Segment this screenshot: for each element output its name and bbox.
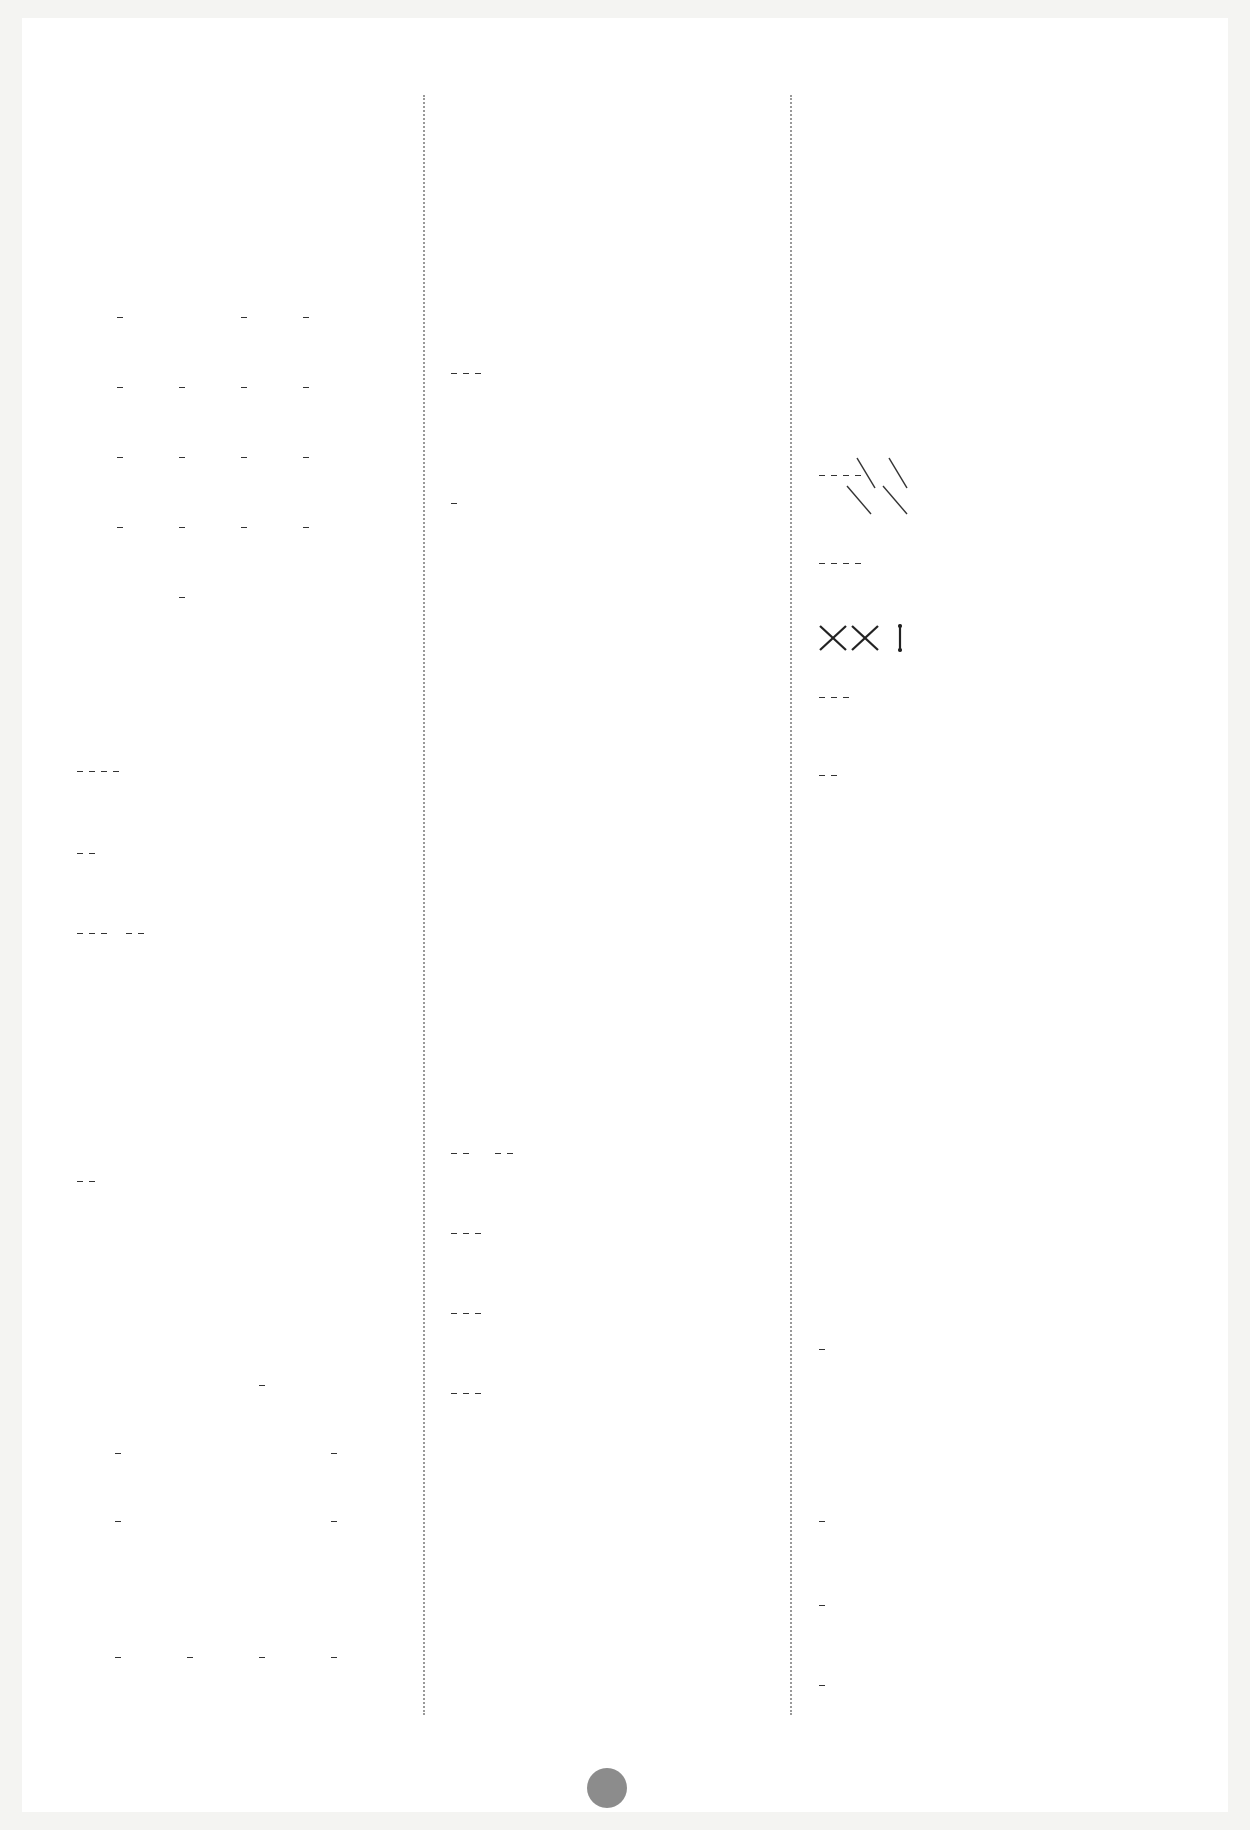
fraction: [843, 561, 849, 566]
fraction: [451, 501, 457, 506]
answer-line: [816, 1338, 841, 1359]
answer-line: [448, 1382, 484, 1403]
fraction: [303, 385, 309, 390]
answer-line: [74, 842, 98, 863]
fraction: [451, 1231, 457, 1236]
fraction: [179, 385, 185, 390]
fraction: [463, 371, 469, 376]
fraction: [117, 525, 123, 530]
fraction: [303, 525, 309, 530]
fraction: [819, 773, 825, 778]
fraction: [89, 931, 95, 936]
answer-cell: [154, 1646, 226, 1667]
answer-cell: [298, 1510, 370, 1531]
answer-line: [448, 1302, 484, 1323]
fraction: [138, 931, 144, 936]
answer-cell: [82, 1646, 154, 1667]
answer-cell: [89, 376, 151, 397]
answer-cell: [275, 306, 337, 327]
fraction: [89, 769, 95, 774]
fraction: [819, 1603, 825, 1608]
fraction: [819, 1519, 825, 1524]
answer-cell: [213, 306, 275, 327]
column-divider-right: [790, 95, 792, 1715]
answer-line: [448, 1142, 516, 1163]
fraction: [303, 315, 309, 320]
fraction: [495, 1151, 501, 1156]
answer-line: [448, 362, 484, 383]
fraction: [117, 455, 123, 460]
fraction: [475, 1231, 481, 1236]
fraction: [475, 1311, 481, 1316]
fraction: [77, 769, 83, 774]
fraction: [179, 455, 185, 460]
fraction: [117, 315, 123, 320]
fraction: [101, 931, 107, 936]
answer-cell: [151, 586, 213, 607]
cancelled-fraction: [840, 464, 852, 485]
fraction: [259, 1383, 265, 1388]
answer-cell: [298, 1646, 370, 1667]
fraction: [117, 385, 123, 390]
answer-cell: [82, 1442, 154, 1463]
answer-cell: [89, 306, 151, 327]
answer-cell: [213, 516, 275, 537]
fraction: [451, 1391, 457, 1396]
fraction: [331, 1451, 337, 1456]
fraction: [187, 1655, 193, 1660]
answer-cell: [298, 1442, 370, 1463]
column-divider-left: [423, 95, 425, 1715]
fraction: [843, 695, 849, 700]
fraction: [463, 1151, 469, 1156]
fraction: [451, 371, 457, 376]
fraction: [77, 931, 83, 936]
answer-cell: [275, 446, 337, 467]
answer-cell: [82, 1510, 154, 1531]
answer-line: [816, 1594, 828, 1615]
fraction: [113, 769, 119, 774]
answer-line: [816, 686, 852, 707]
fraction: [819, 1683, 825, 1688]
fraction: [831, 561, 837, 566]
fraction: [115, 1655, 121, 1660]
answer-line: [816, 764, 860, 785]
answer-cell: [275, 516, 337, 537]
page-number: [587, 1768, 627, 1808]
answer-cell: [226, 1374, 298, 1395]
fraction: [507, 1151, 513, 1156]
fraction: [331, 1655, 337, 1660]
answer-cell: [226, 1646, 298, 1667]
answer-cell: [151, 376, 213, 397]
fraction: [77, 851, 83, 856]
answer-cell: [213, 446, 275, 467]
cancel-strokes: [843, 454, 915, 518]
fraction: [179, 595, 185, 600]
fraction: [475, 1391, 481, 1396]
fraction: [819, 695, 825, 700]
fraction: [831, 473, 837, 478]
fraction: [831, 695, 837, 700]
answer-line: [816, 1510, 841, 1531]
fraction: [831, 773, 837, 778]
fraction: [241, 385, 247, 390]
answer-line: [816, 464, 864, 485]
fraction: [89, 851, 95, 856]
answer-line: [816, 552, 864, 573]
answer-line: [74, 1170, 98, 1191]
answer-cell: [89, 516, 151, 537]
fraction: [115, 1451, 121, 1456]
answer-cell: [213, 376, 275, 397]
answer-line: [816, 622, 908, 654]
answer-line: [448, 492, 460, 513]
fraction: [463, 1311, 469, 1316]
fraction: [819, 1347, 825, 1352]
fraction: [89, 1179, 95, 1184]
fraction: [451, 1151, 457, 1156]
fraction: [77, 1179, 83, 1184]
fraction: [331, 1519, 337, 1524]
fraction: [126, 931, 132, 936]
fraction: [179, 525, 185, 530]
answer-line: [74, 760, 122, 781]
fraction: [241, 455, 247, 460]
matching-lines-icon: [816, 622, 908, 654]
fraction: [819, 561, 825, 566]
fraction: [115, 1519, 121, 1524]
fraction: [241, 525, 247, 530]
fraction: [463, 1391, 469, 1396]
fraction: [259, 1655, 265, 1660]
fraction: [303, 455, 309, 460]
answer-page: [22, 18, 1228, 1812]
fraction: [101, 769, 107, 774]
answer-cell: [275, 376, 337, 397]
answer-line: [816, 1674, 828, 1695]
answer-cell: [151, 516, 213, 537]
answer-cell: [89, 446, 151, 467]
answer-cell: [151, 446, 213, 467]
fraction: [855, 561, 861, 566]
fraction: [241, 315, 247, 320]
fraction: [475, 371, 481, 376]
answer-line: [74, 922, 147, 943]
fraction: [451, 1311, 457, 1316]
answer-line: [448, 1222, 484, 1243]
fraction: [819, 473, 825, 478]
fraction: [463, 1231, 469, 1236]
